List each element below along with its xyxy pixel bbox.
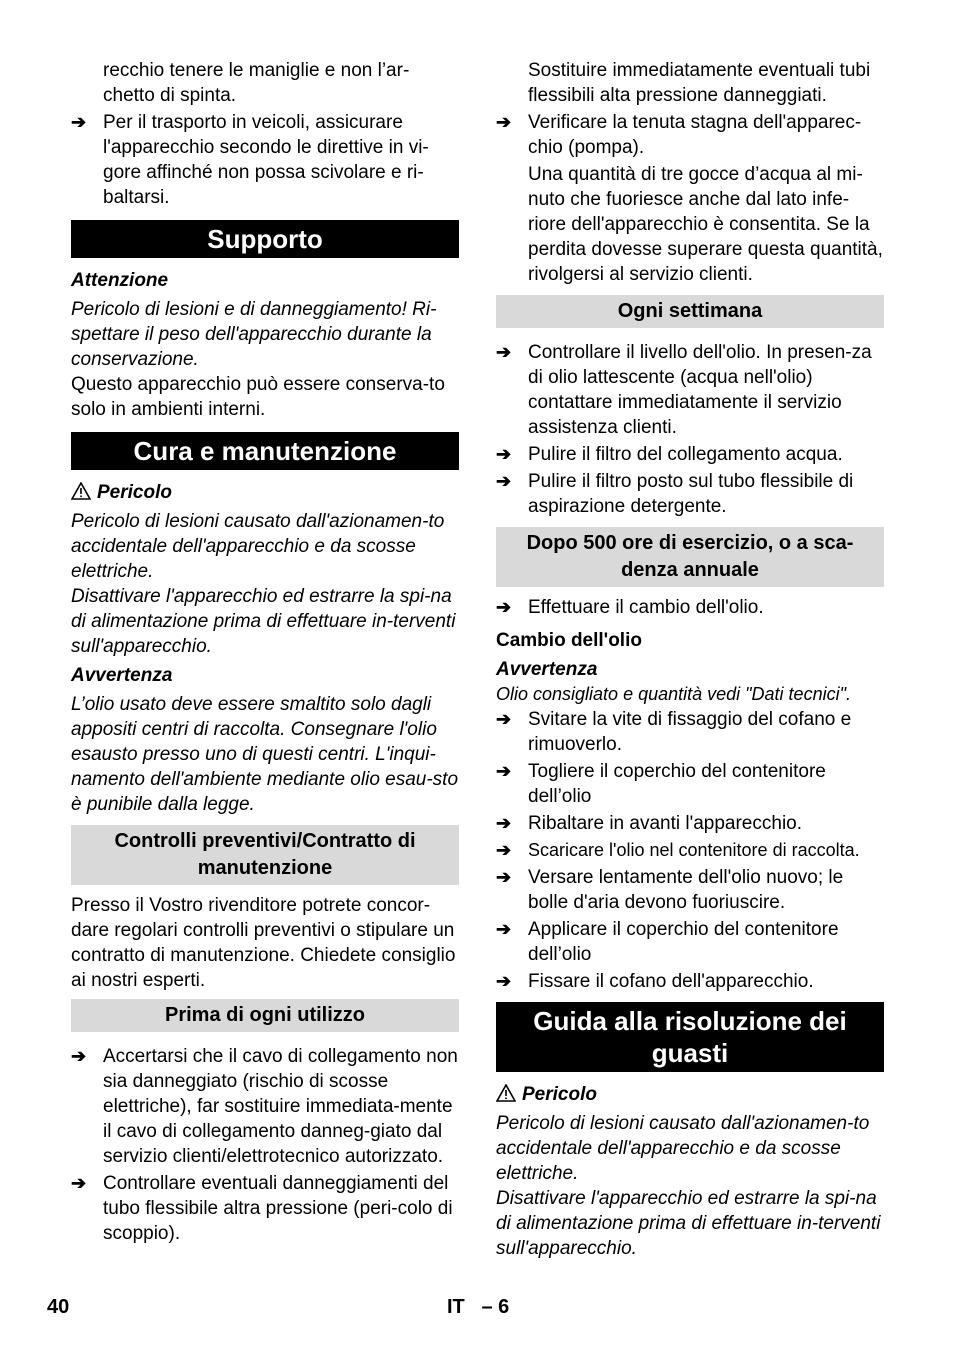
bullet-item xyxy=(496,707,884,757)
paragraph-continuation: recchio tenere le maniglie e non l’ar-chetto di spinta. xyxy=(103,60,410,106)
subsection-heading-settimana: Ogni settimana xyxy=(496,295,884,328)
bullet-text: Pulire il filtro posto sul tubo flessibile di aspirazione detergente. xyxy=(528,471,854,517)
arrow-icon: ➔ xyxy=(496,112,512,132)
danger-label-text: Pericolo xyxy=(522,1084,597,1105)
bullet-item xyxy=(71,110,459,210)
bullet-text: Controllare eventuali danneggiamenti del tubo flessibile altra pressione (peri-colo di scoppio). xyxy=(103,1173,453,1244)
arrow-icon: ➔ xyxy=(496,761,512,781)
arrow-icon: ➔ xyxy=(496,813,512,833)
body-text: Questo apparecchio può essere conserva-to solo in ambienti interni. xyxy=(71,374,445,420)
arrow-icon: ➔ xyxy=(71,112,87,132)
arrow-icon: ➔ xyxy=(71,1173,87,1193)
bullet-item xyxy=(496,110,884,160)
bullet-text: Per il trasporto in veicoli, assicurare l'apparecchio secondo le direttive in vi-gore affinché non possa scivolare e ri-baltarsi. xyxy=(103,112,429,208)
danger-text: Disattivare l'apparecchio ed estrarre la spi-na di alimentazione prima di effettuare in-terventi sull'apparecchio. xyxy=(496,1188,881,1259)
bullet-text: Ribaltare in avanti l'apparecchio. xyxy=(528,813,803,834)
body-text: Una quantità di tre gocce d’acqua al mi-nuto che fuoriesce anche dal lato infe-riore dell'apparecchio è consentita. Se la perdita dovesse superare questa quantità, rivolgersi al servizio clienti. xyxy=(528,164,883,285)
bullet-item xyxy=(496,969,884,994)
paragraph-continuation: Sostituire immediatamente eventuali tubi flessibili alta pressione danneggiati. xyxy=(528,60,871,106)
bullet-item xyxy=(71,1171,459,1246)
danger-label-text: Pericolo xyxy=(97,482,172,503)
arrow-icon: ➔ xyxy=(496,971,512,991)
danger-text: Disattivare l'apparecchio ed estrarre la spi-na di alimentazione prima di effettuare in-terventi sull'apparecchio. xyxy=(71,586,456,657)
bullet-text: Svitare la vite di fissaggio del cofano e rimuoverlo. xyxy=(528,709,852,755)
danger-text: Pericolo di lesioni causato dall'azionamen-to accidentale dell'apparecchio e da scosse elettriche. xyxy=(71,511,445,582)
notice-text: Olio consigliato e quantità vedi "Dati tecnici". xyxy=(496,684,851,704)
arrow-icon: ➔ xyxy=(496,444,512,464)
warning-triangle-icon xyxy=(496,1084,516,1102)
right-column xyxy=(496,58,884,1261)
bullet-text: Fissare il cofano dell'apparecchio. xyxy=(528,971,814,992)
subsection-heading-prima: Prima di ogni utilizzo xyxy=(71,999,459,1032)
bullet-item xyxy=(496,811,884,836)
bullet-item xyxy=(496,838,884,863)
notice-label: Avvertenza xyxy=(71,665,173,686)
arrow-icon: ➔ xyxy=(496,471,512,491)
section-heading-cura: Cura e manutenzione xyxy=(71,432,459,470)
bullet-item xyxy=(496,595,884,620)
bullet-item xyxy=(496,340,884,440)
section-heading-guida: Guida alla risoluzione dei guasti xyxy=(496,1002,884,1072)
bullet-text: Effettuare il cambio dell'olio. xyxy=(528,597,764,618)
danger-label xyxy=(71,480,459,505)
arrow-icon: ➔ xyxy=(496,597,512,617)
warning-text: Pericolo di lesioni e di danneggiamento! Ri-spettare il peso dell'apparecchio durante la conservazione. xyxy=(71,299,437,370)
arrow-icon: ➔ xyxy=(496,919,512,939)
attention-label: Attenzione xyxy=(71,270,169,291)
bullet-text: Controllare il livello dell'olio. In presen-za di olio lattescente (acqua nell'olio) contattare immediatamente il servizio assistenza clienti. xyxy=(528,342,872,438)
bullet-text: Scaricare l'olio nel contenitore di raccolta. xyxy=(528,840,860,860)
bullet-item xyxy=(496,442,884,467)
bullet-text: Pulire il filtro del collegamento acqua. xyxy=(528,444,843,465)
left-column xyxy=(71,58,459,1246)
arrow-icon: ➔ xyxy=(496,709,512,729)
arrow-icon: ➔ xyxy=(71,1046,87,1066)
bullet-item xyxy=(71,1044,459,1169)
danger-text: Pericolo di lesioni causato dall'azionamen-to accidentale dell'apparecchio e da scosse elettriche. xyxy=(496,1113,870,1184)
bullet-text: Togliere il coperchio del contenitore dell’olio xyxy=(528,761,826,807)
section-heading-supporto: Supporto xyxy=(71,220,459,258)
bullet-text: Verificare la tenuta stagna dell'apparec-chio (pompa). xyxy=(528,112,862,158)
notice-label: Avvertenza xyxy=(496,659,598,680)
subsection-heading-controlli: Controlli preventivi/Contratto di manutenzione xyxy=(71,825,459,885)
bullet-text: Accertarsi che il cavo di collegamento non sia danneggiato (rischio di scosse elettriche), far sostituire immediata-mente il cavo di collegamento danneg-giato dal servizio clienti/elettrotecnico autorizzato. xyxy=(103,1046,458,1167)
bullet-item xyxy=(496,759,884,809)
bullet-item xyxy=(496,865,884,915)
subsection-heading-dopo500: Dopo 500 ore di esercizio, o a sca-denza annuale xyxy=(496,527,884,587)
page-number: 40 xyxy=(47,1296,70,1318)
bullet-item xyxy=(496,917,884,967)
warning-triangle-icon xyxy=(71,482,91,500)
arrow-icon: ➔ xyxy=(496,342,512,362)
bullet-item xyxy=(496,469,884,519)
danger-label xyxy=(496,1082,884,1107)
body-text: Presso il Vostro rivenditore potrete concor-dare regolari controlli preventivi o stipulare un contratto di manutenzione. Chiedete consiglio ai nostri esperti. xyxy=(71,895,456,991)
procedure-title: Cambio dell'olio xyxy=(496,630,642,651)
arrow-icon: ➔ xyxy=(496,840,512,860)
notice-text: L’olio usato deve essere smaltito solo dagli appositi centri di raccolta. Consegnare l'olio esausto presso uno di questi centri. L'inqui-namento dell'ambiente mediante olio esau-sto è punibile dalla legge. xyxy=(71,694,459,815)
bullet-text: Applicare il coperchio del contenitore dell’olio xyxy=(528,919,839,965)
bullet-text: Versare lentamente dell'olio nuovo; le bolle d'aria devono fuoriuscire. xyxy=(528,867,844,913)
arrow-icon: ➔ xyxy=(496,867,512,887)
language-page-label: IT – 6 xyxy=(447,1296,510,1318)
